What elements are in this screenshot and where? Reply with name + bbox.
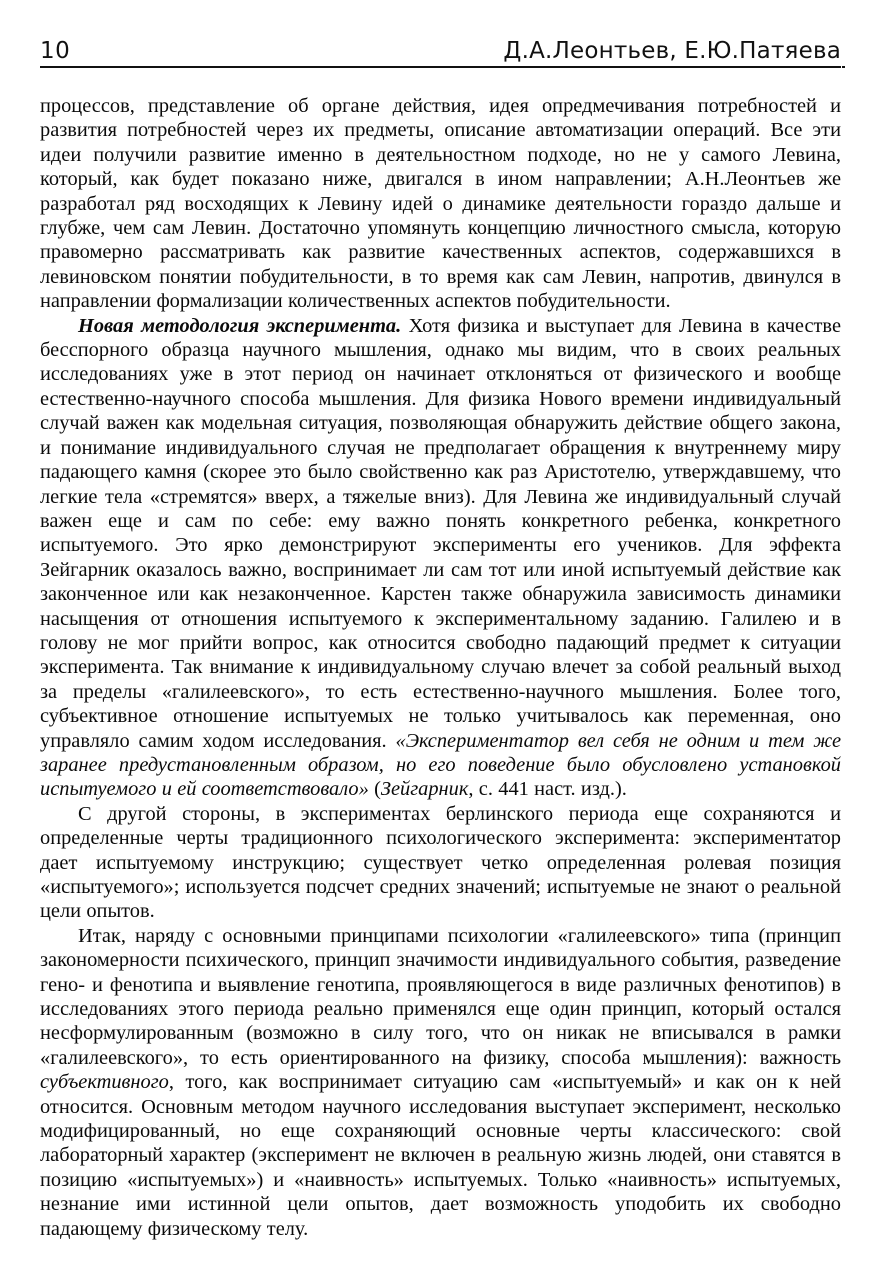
paragraph-conclusion — [40, 924, 841, 1241]
paragraph-3-text: С другой стороны, в экспериментах берлинского периода еще сохраняются и определенные черты традиционного психологического эксперимента: экспериментатор дает испытуемому инструкцию; существует четко определенная ролевая позиция «испытуемого»; используется подсчет средних значений; испытуемые не знают о реальной цели опытов. — [40, 802, 841, 923]
body-text-column — [40, 94, 841, 1241]
citation-suffix: , с. 441 наст. изд.). — [468, 778, 627, 801]
paragraph-4-text-part-2: , того, как воспринимает ситуацию сам «испытуемый» и как он к ней относится. Основным методом научного исследования выступает эксперимент, несколько модифицированный, но еще сохраняющий основные черты классического: свой лабораторный характер (эксперимент не включен в реальную жизнь людей, они ставятся в позицию «испытуемых») и «наивность» испытуемых. Только «наивность» испытуемых, незнание ими истинной цели опытов, дает возможность уподобить их свободно падающему физическому телу. — [40, 1071, 841, 1240]
running-head-rule — [40, 66, 841, 68]
block-quote-zeigarnik: «Экспериментатор вел себя не одним и тем же заранее предустановленным образом, но его поведение было обусловлено установкой испытуемого и ей соответствовало» — [40, 729, 841, 801]
running-head — [40, 28, 841, 64]
emphasized-term-subjective: субъективного — [40, 1071, 169, 1094]
page-number: 10 — [40, 38, 71, 64]
paragraph-1-text: процессов, представление об органе действия, идея опредмечивания потребностей и развития потребностей через их предметы, описание автоматизации операций. Все эти идеи получили развитие именно в деятельностном подходе, но не у самого Левина, который, как будет показано ниже, двигался в ином направлении; А.Н.Леонтьев же разработал ряд восходящих к Левину идей о динамике деятельности гораздо дальше и глубже, чем сам Левин. Достаточно упомянуть концепцию личностного смысла, которую правомерно рассматривать как развитие качественных аспектов, содержавшихся в левиновском понятии побудительности, в то время как сам Левин, напротив, двинулся в направлении формализации количественных аспектов побудительности. — [40, 95, 841, 313]
paragraph-new-methodology — [40, 314, 841, 802]
paragraph-continuation — [40, 94, 841, 314]
citation-source-name: Зейгарник — [380, 778, 469, 801]
paragraph-2-text-part-1: Хотя физика и выступает для Левина в качестве бесспорного образца научного мышления, однако мы видим, что в своих реальных исследованиях уже в этот период он начинает отклоняться от физического и вообще естественно-научного способа мышления. Для физика Нового времени индивидуальный случай важен как модельная ситуация, позволяющая обнаружить действие общего закона, и понимание индивидуального случая не предполагает обращения к внутреннему миру падающего камня (скорее это было свойственно как раз Аристотелю, утверждавшему, что легкие тела «стремятся» вверх, а тяжелые вниз). Для Левина же индивидуальный случай важен еще и сам по себе: ему важно понять конкретного ребенка, конкретного испытуемого. Это ярко демонстрируют эксперименты его учеников. Для эффекта Зейгарник оказалось важно, воспринимает ли сам тот или иной испытуемый действие как законченное или как незаконченное. Карстен также обнаружила зависимость динамики насыщения от отношения испытуемого к экспериментальному заданию. Галилею и в голову не мог прийти вопрос, как относится свободно падающий предмет к ситуации эксперимента. Так внимание к индивидуальному случаю влечет за собой реальный выход за пределы «галилеевского», то есть естественно-научного мышления. Более того, субъективное отношение испытуемых не только учитывалось как переменная, оно управляло самим ходом исследования. — [40, 314, 841, 752]
running-head-authors: Д.А.Леонтьев, Е.Ю.Патяева — [503, 38, 841, 64]
paragraph-other-hand — [40, 802, 841, 924]
citation-prefix: ( — [368, 778, 381, 801]
paragraph-4-text-part-1: Итак, наряду с основными принципами психологии «галилеевского» типа (принцип закономерности психического, принцип значимости индивидуального события, разведение гено- и фенотипа и выявление генотипа, проявляющегося в виде различных фенотипов) в исследованиях этого периода реально применялся еще один принцип, который остался несформулированным (возможно в силу того, что он никак не вписывался в рамки «галилеевского», то есть ориентированного на физику, способа мышления): важность — [40, 924, 841, 1069]
run-in-heading-new-methodology: Новая методология эксперимента. — [78, 314, 402, 337]
